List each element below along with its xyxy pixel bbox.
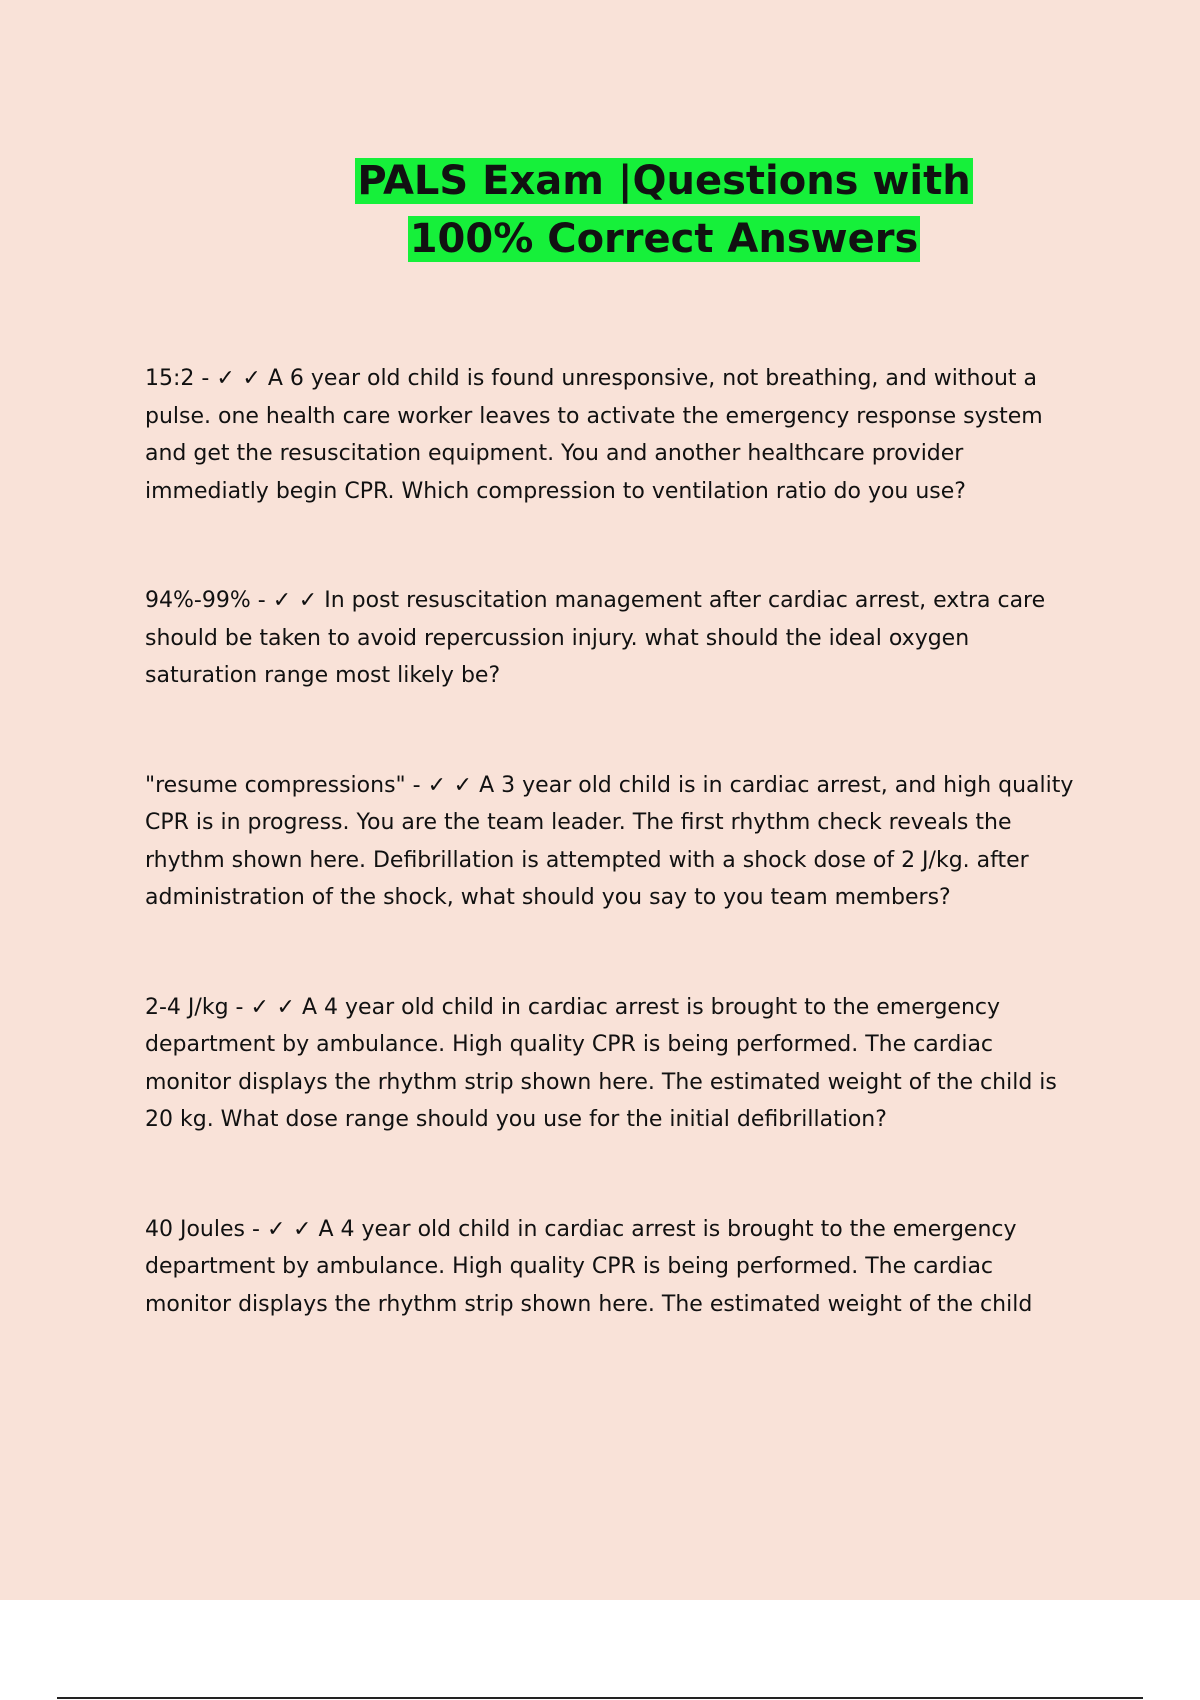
answer-text: 15:2 bbox=[145, 366, 195, 391]
separator: - bbox=[405, 772, 428, 798]
double-check-icon: ✓ ✓ bbox=[427, 772, 473, 798]
qa-item bbox=[145, 1211, 1085, 1324]
answer-text: 94%-99% bbox=[145, 588, 251, 613]
question-text: A 3 year old child is in cardiac arrest, and high quality CPR is in progress. You are the team leader. The first rhythm check reveals the rhythm shown here. Defibrillation is attempted with a shock dose of 2 J/kg. after administration of the shock, what should you say to you team members? bbox=[145, 772, 1074, 910]
separator: - bbox=[250, 588, 273, 613]
footer-divider bbox=[57, 1697, 1143, 1699]
double-check-icon: ✓ ✓ bbox=[216, 366, 261, 391]
qa-item bbox=[145, 582, 1085, 695]
qa-item bbox=[145, 360, 1085, 510]
answer-text: 40 Joules bbox=[145, 1216, 245, 1242]
separator: - bbox=[194, 366, 217, 391]
answer-text: "resume compressions" bbox=[145, 772, 406, 798]
qa-list bbox=[145, 360, 1085, 1323]
qa-item bbox=[145, 767, 1085, 917]
separator: - bbox=[228, 994, 251, 1020]
question-text: A 6 year old child is found unresponsive, not breathing, and without a pulse. one health care worker leaves to activate the emergency response system and get the resuscitation equipment. You and another healthcare provider immediatly begin CPR. Which compression to ventilation ratio do you use? bbox=[145, 366, 1043, 504]
double-check-icon: ✓ ✓ bbox=[272, 588, 318, 613]
qa-item bbox=[145, 989, 1085, 1139]
double-check-icon: ✓ ✓ bbox=[266, 1216, 312, 1242]
title-block bbox=[300, 152, 1028, 268]
question-text: A 4 year old child in cardiac arrest is brought to the emergency department by ambulance. High quality CPR is being performed. The cardiac monitor displays the rhythm strip shown here. The estimated weight of the child bbox=[145, 1216, 1033, 1317]
page-title: PALS Exam |Questions with 100% Correct Answers bbox=[357, 158, 971, 262]
question-text: A 4 year old child in cardiac arrest is brought to the emergency department by ambulance. High quality CPR is being performed. The cardiac monitor displays the rhythm strip shown here. The estimated weight of the child is 20 kg. What dose range should you use for the initial defibrillation? bbox=[145, 994, 1057, 1132]
double-check-icon: ✓ ✓ bbox=[250, 994, 295, 1020]
answer-text: 2-4 J/kg bbox=[145, 994, 229, 1020]
separator: - bbox=[245, 1216, 267, 1242]
question-text: In post resuscitation management after cardiac arrest, extra care should be taken to avoid repercussion injury. what should the ideal oxygen saturation range most likely be? bbox=[145, 588, 1046, 688]
